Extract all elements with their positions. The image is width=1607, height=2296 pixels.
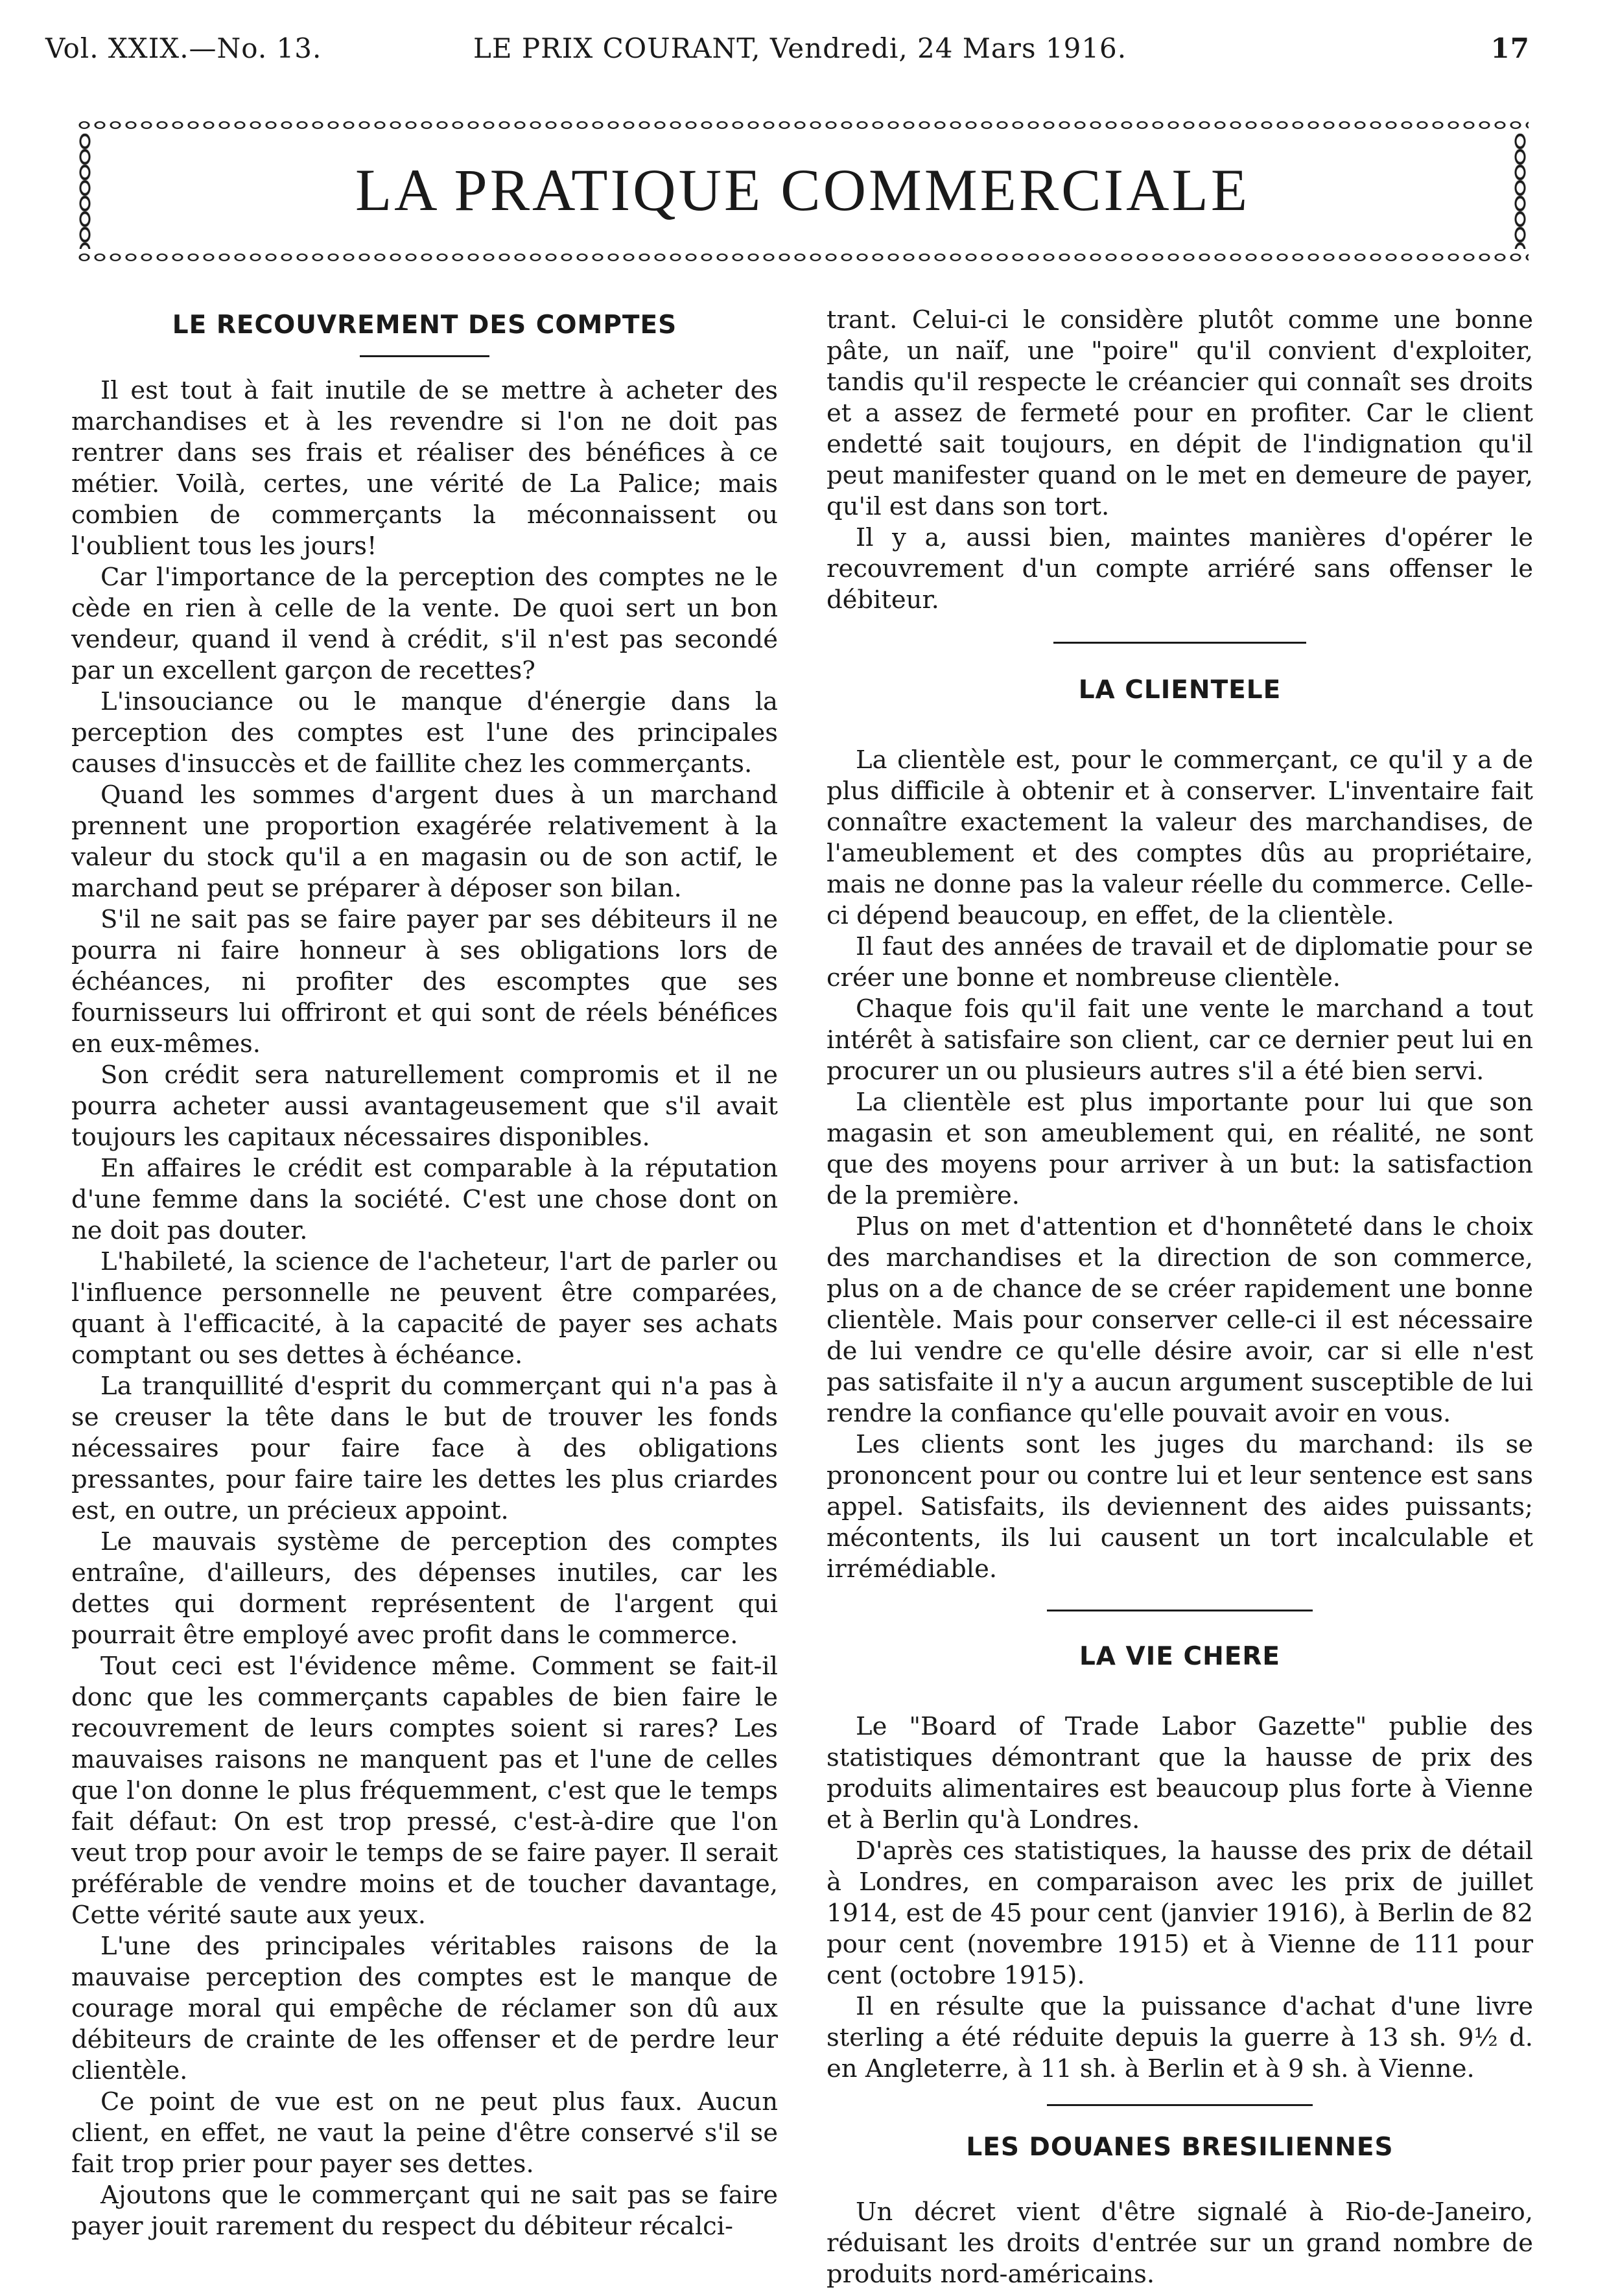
article-heading-douanes: LES DOUANES BRESILIENNES (966, 2133, 1394, 2162)
paragraph: Un décret vient d'être signalé à Rio-de-Janeiro, réduisant les droits d'entrée sur un grand nombre de produits nord-américains. (827, 2197, 1533, 2289)
paragraph: Les clients sont les juges du marchand: ils se prononcent pour ou contre lui et leur sentence est sans appel. Satisfaits, ils deviennent des aides puissants; mécontents, ils lui causent un tort incalculable et irrémédiable. (827, 1430, 1533, 1584)
paragraph: Ce point de vue est on ne peut plus faux. Aucun client, en effet, ne vaut la peine d'être conservé s'il se fait trop prier pour payer ses dettes. (71, 2087, 778, 2179)
left-column (71, 305, 778, 2242)
article-heading-vie-chere: LA VIE CHERE (1079, 1642, 1281, 1671)
section-divider (1053, 642, 1306, 644)
paragraph: Il faut des années de travail et de diplomatie pour se créer une bonne et nombreuse clientèle. (827, 932, 1533, 992)
ornamental-border-bottom (76, 249, 1529, 266)
paragraph: La tranquillité d'esprit du commerçant qui n'a pas à se creuser la tête dans le but de trouver les fonds nécessaires pour faire face à des obligations pressantes, pour faire taire les dettes les plus criardes est, en outre, un précieux appoint. (71, 1372, 778, 1525)
paragraph: Car l'importance de la perception des comptes ne le cède en rien à celle de la vente. De quoi sert un bon vendeur, quand il vend à crédit, s'il n'est pas secondé par un excellent garçon de recettes? (71, 563, 778, 685)
paragraph: La clientèle est plus importante pour lui que son magasin et son ameublement qui, en réalité, ne sont que des moyens pour arriver à un but: la satisfaction de la première. (827, 1088, 1533, 1210)
paragraph: En affaires le crédit est comparable à la réputation d'une femme dans la société. C'est une chose dont on ne doit pas douter. (71, 1154, 778, 1245)
paragraph: Tout ceci est l'évidence même. Comment se fait-il donc que les commerçants capables de bien faire le recouvrement de leurs comptes soient si rares? Les mauvaises raisons ne manquent pas et l'une de celles que l'on donne le plus fréquemment, c'est que le temps fait défaut: On est trop pressé, c'est-à-dire que l'on veut trop pour avoir le temps de se faire payer. Il serait préférable de vendre moins et de toucher davantage, Cette vérité saute aux yeux. (71, 1652, 778, 1930)
section-title: LA PRATIQUE COMMERCIALE (355, 157, 1250, 223)
paragraph: Son crédit sera naturellement compromis et il ne pourra acheter aussi avantageusement que s'il avait toujours les capitaux nécessaires disponibles. (71, 1060, 778, 1152)
paragraph: Il en résulte que la puissance d'achat d'une livre sterling a été réduite depuis la guerre à 13 sh. 9½ d. en Angleterre, à 11 sh. à Berlin et à 9 sh. à Vienne. (827, 1992, 1533, 2083)
article-heading-recouvrement: LE RECOUVREMENT DES COMPTES (172, 310, 677, 340)
article-heading-clientele: LA CLIENTELE (1078, 675, 1282, 705)
paragraph: La clientèle est, pour le commerçant, ce qu'il y a de plus difficile à obtenir et à conserver. L'inventaire fait connaître exactement la valeur des marchandises, de l'ameublement et des comptes dûs au propriétaire, mais ne donne pas la valeur réelle du commerce. Celle-ci dépend beaucoup, en effet, de la clientèle. (827, 745, 1533, 930)
heading-rule (360, 355, 489, 357)
section-divider (1047, 1610, 1313, 1611)
ornamental-border-top (76, 117, 1529, 134)
section-banner (76, 117, 1529, 266)
journal-title-date: LE PRIX COURANT, Vendredi, 24 Mars 1916. (473, 32, 1127, 64)
paragraph: Chaque fois qu'il fait une vente le marchand a tout intérêt à satisfaire son client, car ce dernier peut lui en procurer un ou plusieurs autres s'il a été bien servi. (827, 994, 1533, 1086)
paragraph: L'une des principales véritables raisons de la mauvaise perception des comptes est le manque de courage moral qui empêche de réclamer son dû aux débiteurs de crainte de les offenser et de perdre leur clientèle. (71, 1932, 778, 2085)
right-column (827, 305, 1533, 2290)
page-number: 17 (1490, 32, 1530, 64)
paragraph: Quand les sommes d'argent dues à un marchand prennent une proportion exagérée relativement à la valeur du stock qu'il a en magasin ou de son actif, le marchand peut se préparer à déposer son bilan. (71, 780, 778, 903)
paragraph: L'habileté, la science de l'acheteur, l'art de parler ou l'influence personnelle ne peuvent être comparées, quant à l'efficacité, à la capacité de payer ses achats comptant ou ses dettes à échéance. (71, 1247, 778, 1370)
paragraph: Plus on met d'attention et d'honnêteté dans le choix des marchandises et la direction de son commerce, plus on a de chance de se créer rapidement une bonne clientèle. Mais pour conserver celle-ci il est nécessaire de lui vendre ce qu'elle désire avoir, car si elle n'est pas satisfaite il n'y a aucun argument susceptible de lui rendre la confiance qu'elle pouvait avoir en vous. (827, 1212, 1533, 1428)
paragraph-continued: trant. Celui-ci le considère plutôt comme une bonne pâte, un naïf, une "poire" qu'il convient d'exploiter, tandis qu'il respecte le créancier qui connaît ses droits et a assez de fermeté pour en profiter. Car le client endetté sait toujours, en dépit de l'indignation qu'il peut manifester quand on le met en demeure de payer, qu'il est dans son tort. (827, 305, 1533, 521)
running-head (45, 32, 1530, 78)
paragraph: S'il ne sait pas se faire payer par ses débiteurs il ne pourra ni faire honneur à ses obligations lors de échéances, ni profiter des escomptes que ses fournisseurs lui offriront et qui sont de réels bénéfices en eux-mêmes. (71, 905, 778, 1059)
paragraph: D'après ces statistiques, la hausse des prix de détail à Londres, en comparaison avec les prix de juillet 1914, est de 45 pour cent (janvier 1916), à Berlin de 82 pour cent (novembre 1915) et à Vienne de 111 pour cent (octobre 1915). (827, 1836, 1533, 1990)
paragraph: Le "Board of Trade Labor Gazette" publie des statistiques démontrant que la hausse de prix des produits alimentaires est beaucoup plus forte à Vienne et à Berlin qu'à Londres. (827, 1712, 1533, 1834)
section-divider (1047, 2104, 1313, 2106)
paragraph: L'insouciance ou le manque d'énergie dans la perception des comptes est l'une des principales causes d'insuccès et de faillite chez les commerçants. (71, 687, 778, 779)
paragraph: Il y a, aussi bien, maintes manières d'opérer le recouvrement d'un compte arriéré sans offenser le débiteur. (827, 523, 1533, 615)
paragraph: Ajoutons que le commerçant qui ne sait pas se faire payer jouit rarement du respect du débiteur récalci- (71, 2181, 778, 2241)
volume-number: Vol. XXIX.—No. 13. (45, 32, 322, 64)
paragraph: Le mauvais système de perception des comptes entraîne, d'ailleurs, des dépenses inutiles, car les dettes qui dorment représentent de l'argent qui pourrait être employé avec profit dans le commerce. (71, 1527, 778, 1650)
paragraph: Il est tout à fait inutile de se mettre à acheter des marchandises et à les revendre si l'on ne doit pas rentrer dans ses frais et réaliser des bénéfices à ce métier. Voilà, certes, une vérité de La Palice; mais combien de commerçants la méconnaissent ou l'oublient tous les jours! (71, 376, 778, 561)
